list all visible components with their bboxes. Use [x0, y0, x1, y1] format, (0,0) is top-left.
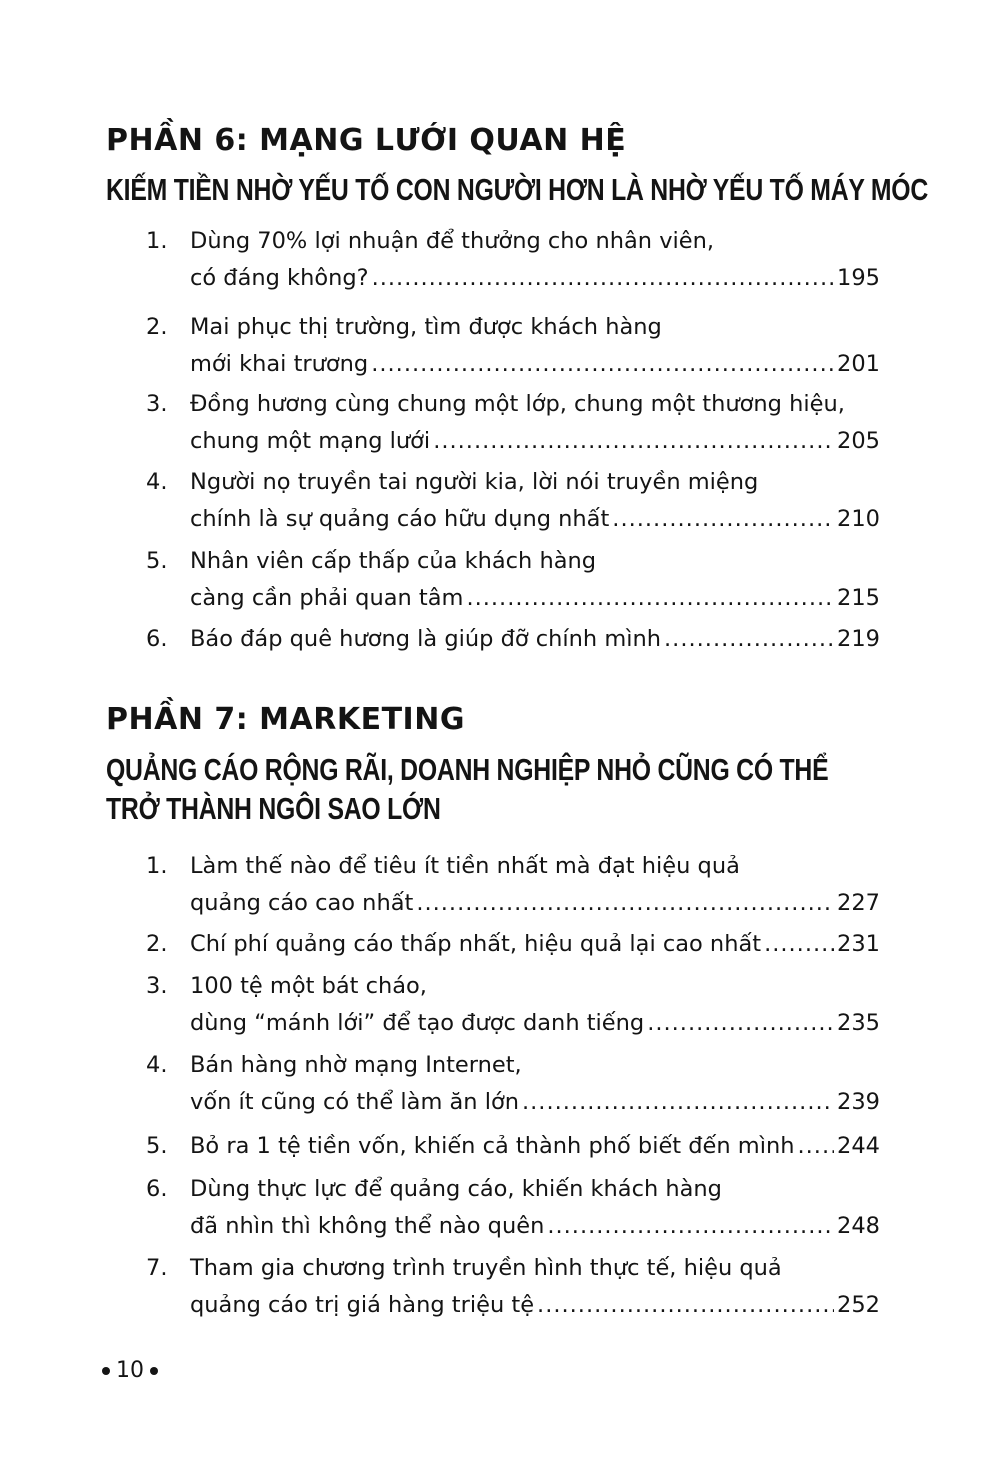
- toc-entry: [146, 1128, 880, 1165]
- toc-entry: [146, 309, 880, 383]
- entry-title-text: quảng cáo cao nhất: [190, 890, 414, 916]
- entry-title-line: Người nọ truyền tai người kia, lời nói truyền miệng: [190, 469, 759, 495]
- entry-title-text: Bỏ ra 1 tệ tiền vốn, khiến cả thành phố biết đến mình: [190, 1133, 795, 1159]
- entry-title-line: Mai phục thị trường, tìm được khách hàng: [190, 314, 662, 340]
- entry-number: 6.: [146, 1176, 168, 1202]
- entry-title-line: Đồng hương cùng chung một lớp, chung một thương hiệu,: [190, 391, 845, 417]
- dot-leader: [612, 501, 834, 538]
- part-title: KIẾM TIỀN NHỜ YẾU TỐ CON NGƯỜI HƠN LÀ NHỜ YẾU TỐ MÁY MÓC: [106, 172, 929, 207]
- part-label: PHẦN 6: MẠNG LƯỚI QUAN HỆ: [106, 123, 627, 158]
- entry-title-text: chính là sự quảng cáo hữu dụng nhất: [190, 506, 610, 532]
- entry-title-last-line: [190, 1208, 880, 1245]
- toc-entry: [146, 968, 880, 1042]
- entry-title-text: mới khai trương: [190, 351, 369, 377]
- dot-leader: [798, 1128, 835, 1165]
- entry-title-text: vốn ít cũng có thể làm ăn lớn: [190, 1089, 519, 1115]
- entry-page-number: 235: [837, 1010, 880, 1036]
- entry-title-line: Làm thế nào để tiêu ít tiền nhất mà đạt hiệu quả: [190, 853, 740, 879]
- part-label: PHẦN 7: MARKETING: [106, 702, 465, 737]
- entry-title-line: 100 tệ một bát cháo,: [190, 973, 427, 999]
- entry-title-last-line: [190, 346, 880, 383]
- entry-number: 3.: [146, 973, 168, 999]
- toc-entry: [146, 464, 880, 538]
- entry-title-text: có đáng không?: [190, 265, 369, 291]
- entry-title-last-line: [190, 621, 880, 658]
- entry-number: 5.: [146, 1133, 168, 1159]
- toc-entry: [146, 386, 880, 460]
- entry-page-number: 244: [837, 1133, 880, 1159]
- entry-number: 3.: [146, 391, 168, 417]
- dot-leader: [537, 1287, 834, 1324]
- entry-page-number: 239: [837, 1089, 880, 1115]
- entry-number: 4.: [146, 1052, 168, 1078]
- bullet-dot: [102, 1367, 110, 1375]
- toc-entry: [146, 223, 880, 297]
- dot-leader: [664, 621, 834, 658]
- toc-entry: [146, 848, 880, 922]
- page-number-value: 10: [116, 1358, 144, 1383]
- entry-title-last-line: [190, 580, 880, 617]
- entry-title-text: đã nhìn thì không thể nào quên: [190, 1213, 545, 1239]
- entry-title-text: dùng “mánh lới” để tạo được danh tiếng: [190, 1010, 645, 1036]
- entry-title-last-line: [190, 501, 880, 538]
- dot-leader: [522, 1084, 834, 1121]
- entry-title-last-line: [190, 423, 880, 460]
- entry-title-text: quảng cáo trị giá hàng triệu tệ: [190, 1292, 535, 1318]
- entry-title-last-line: [190, 926, 880, 963]
- entry-title-line: Nhân viên cấp thấp của khách hàng: [190, 548, 597, 574]
- entry-title-line: Tham gia chương trình truyền hình thực tế, hiệu quả: [190, 1255, 782, 1281]
- entry-page-number: 195: [837, 265, 880, 291]
- entry-number: 5.: [146, 548, 168, 574]
- entry-title-text: Chí phí quảng cáo thấp nhất, hiệu quả lại cao nhất: [190, 931, 762, 957]
- entry-title-text: chung một mạng lưới: [190, 428, 431, 454]
- entry-title-last-line: [190, 885, 880, 922]
- entry-number: 4.: [146, 469, 168, 495]
- entry-page-number: 205: [837, 428, 880, 454]
- part-title: QUẢNG CÁO RỘNG RÃI, DOANH NGHIỆP NHỎ CŨNG CÓ THỂ: [106, 752, 829, 787]
- entry-title-last-line: [190, 1005, 880, 1042]
- entry-title-line: Dùng 70% lợi nhuận để thưởng cho nhân viên,: [190, 228, 715, 254]
- entry-title-last-line: [190, 1128, 880, 1165]
- entry-number: 6.: [146, 626, 168, 652]
- page-number: [96, 1356, 164, 1386]
- dot-leader: [371, 346, 834, 383]
- dot-leader: [764, 926, 834, 963]
- toc-entry: [146, 1171, 880, 1245]
- entry-number: 7.: [146, 1255, 168, 1281]
- entry-page-number: 227: [837, 890, 880, 916]
- dot-leader: [466, 580, 834, 617]
- toc-entry: [146, 543, 880, 617]
- entry-title-text: Báo đáp quê hương là giúp đỡ chính mình: [190, 626, 662, 652]
- entry-page-number: 210: [837, 506, 880, 532]
- dot-leader: [647, 1005, 834, 1042]
- entry-title-line: Bán hàng nhờ mạng Internet,: [190, 1052, 522, 1078]
- entry-number: 1.: [146, 228, 168, 254]
- dot-leader: [433, 423, 834, 460]
- dot-leader: [416, 885, 834, 922]
- entry-title-line: Dùng thực lực để quảng cáo, khiến khách hàng: [190, 1176, 722, 1202]
- entry-page-number: 248: [837, 1213, 880, 1239]
- toc-entry: [146, 1250, 880, 1324]
- entry-number: 2.: [146, 314, 168, 340]
- entry-title-last-line: [190, 1084, 880, 1121]
- bullet-dot: [150, 1367, 158, 1375]
- toc-entry: [146, 926, 880, 963]
- entry-page-number: 201: [837, 351, 880, 377]
- dot-leader: [547, 1208, 834, 1245]
- entry-page-number: 219: [837, 626, 880, 652]
- entry-title-last-line: [190, 260, 880, 297]
- dot-leader: [372, 260, 834, 297]
- entry-number: 2.: [146, 931, 168, 957]
- toc-entry: [146, 621, 880, 658]
- part-title: TRỞ THÀNH NGÔI SAO LỚN: [106, 791, 441, 826]
- entry-page-number: 252: [837, 1292, 880, 1318]
- toc-entry: [146, 1047, 880, 1121]
- entry-title-text: càng cần phải quan tâm: [190, 585, 464, 611]
- entry-page-number: 215: [837, 585, 880, 611]
- entry-title-last-line: [190, 1287, 880, 1324]
- entry-number: 1.: [146, 853, 168, 879]
- entry-page-number: 231: [837, 931, 880, 957]
